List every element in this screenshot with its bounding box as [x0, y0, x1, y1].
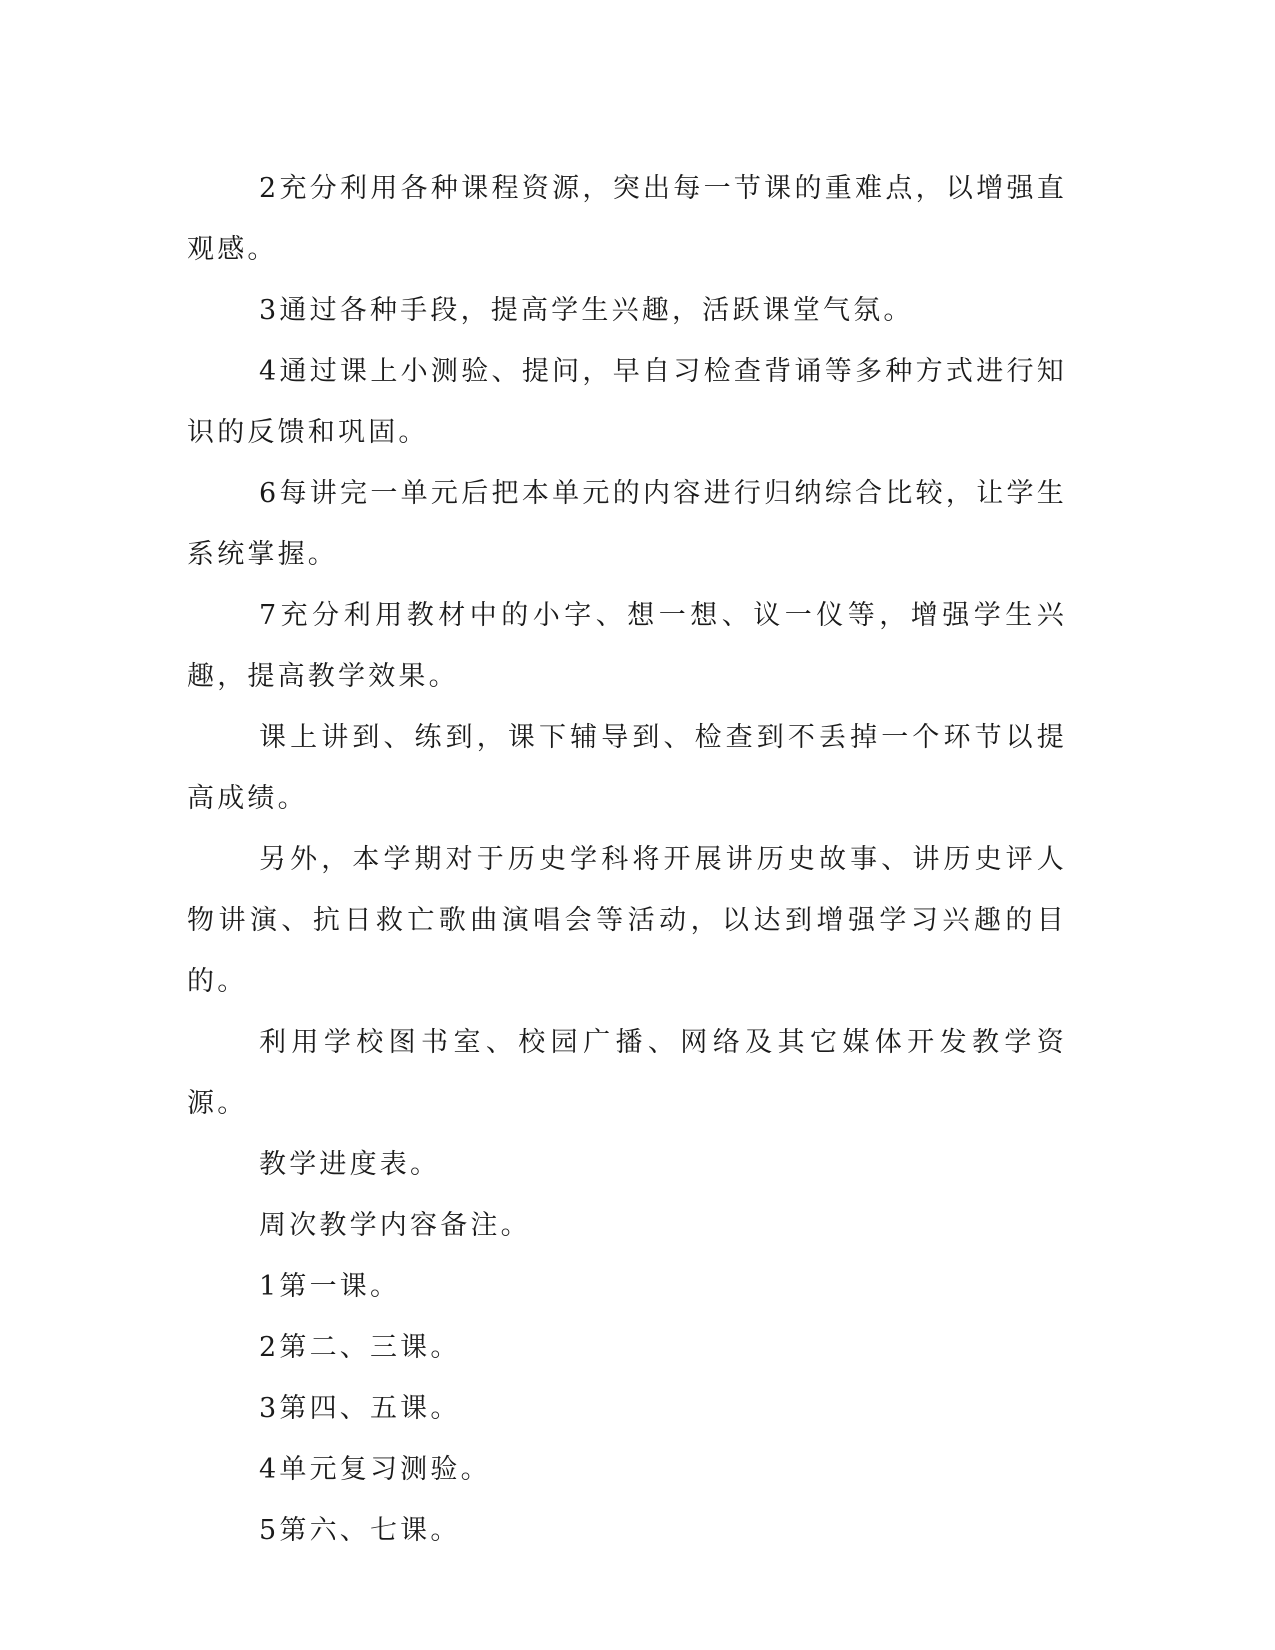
paragraph-feedback: 4通过课上小测验、提问，早自习检查背诵等多种方式进行知识的反馈和巩固。 [187, 356, 1067, 448]
schedule-week-3: 3第四、五课。 [259, 1393, 461, 1424]
schedule-week-4: 4单元复习测验。 [259, 1454, 491, 1485]
paragraph-resources: 2充分利用各种课程资源，突出每一节课的重难点，以增强直观感。 [187, 173, 1067, 265]
schedule-heading: 教学进度表。 [259, 1149, 441, 1180]
schedule-week-1: 1第一课。 [259, 1271, 401, 1302]
document-body [187, 158, 1067, 1561]
paragraph-activities: 另外，本学期对于历史学科将开展讲历史故事、讲历史评人物讲演、抗日救亡歌曲演唱会等活动，以达到增强学习兴趣的目的。 [187, 844, 1067, 997]
schedule-columns: 周次教学内容备注。 [259, 1210, 531, 1241]
paragraph-media-resources: 利用学校图书室、校园广播、网络及其它媒体开发教学资源。 [187, 1027, 1067, 1119]
paragraph-unit-summary: 6每讲完一单元后把本单元的内容进行归纳综合比较，让学生系统掌握。 [187, 478, 1067, 570]
paragraph-interest: 3通过各种手段，提高学生兴趣，活跃课堂气氛。 [259, 295, 914, 326]
paragraph-practice: 课上讲到、练到，课下辅导到、检查到不丢掉一个环节以提高成绩。 [187, 722, 1067, 814]
paragraph-textbook-use: 7充分利用教材中的小字、想一想、议一仪等，增强学生兴趣，提高教学效果。 [187, 600, 1067, 692]
schedule-week-5: 5第六、七课。 [259, 1515, 461, 1546]
schedule-week-2: 2第二、三课。 [259, 1332, 461, 1363]
